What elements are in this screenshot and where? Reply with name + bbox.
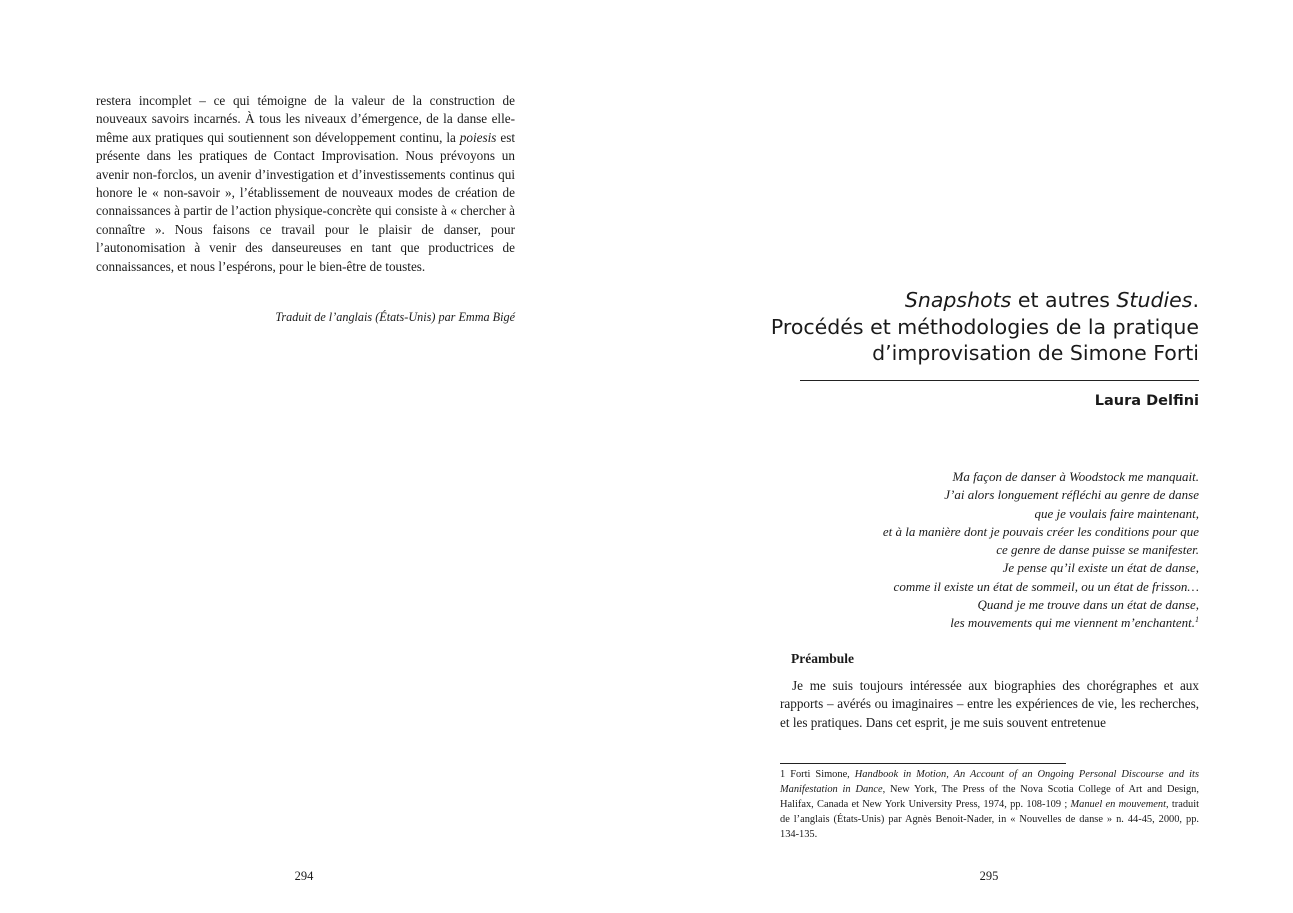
epigraph-line: J’ai alors longuement réfléchi au genre de danse (944, 487, 1199, 503)
epigraph-line: comme il existe un état de sommeil, ou un état de frisson… (893, 578, 1199, 594)
author-name: Laura Delfini (1094, 393, 1199, 409)
body-text-part1: restera incomplet – ce qui témoigne de la valeur de la construction de nouveaux savoirs incarnés. À tous les niveaux d’émergence, de la danse elle-même aux pratiques qui soutiennent son développement continu, la (96, 93, 515, 145)
title-mid: et autres (1011, 288, 1117, 312)
footnote-reference[interactable]: 1 (1195, 615, 1199, 625)
chapter-title (756, 287, 1199, 367)
epigraph-line: Ma façon de danser à Woodstock me manquait. (952, 469, 1199, 484)
page-number-right: 295 (979, 869, 999, 883)
title-line-1 (756, 287, 1199, 314)
right-page (646, 0, 1293, 913)
title-end: . (1192, 288, 1199, 312)
footnote (780, 767, 1199, 842)
footnote-rest: , traduit de l’anglais (États-Unis) par Agnès Benoit-Nader, in « Nouvelles de danse » n. 44-45, 2000, pp. 134-135. (780, 799, 1200, 840)
body-text-poiesis: poiesis (459, 129, 497, 145)
title-studies: Studies (1116, 288, 1193, 312)
body-text-part3: est présente dans les pratiques de Contact Improvisation. Nous prévoyons un avenir non-forclos, un avenir d’investigation et d’investissements continus qui honore le « non-savoir », l’établissement de nouveaux modes de création de connaissances à partir de l’action physique-concrète qui consiste à « chercher à connaître ». Nous faisons ce travail pour le plaisir de danser, pour l’autonomisation à venir des danseureuses en tant que productrices de connaissances, et nous l’espérons, pour le bien-être de toustes. (96, 129, 515, 274)
epigraph-line: les mouvements qui me viennent m’enchantent. (950, 615, 1195, 631)
epigraph-line: que je voulais faire maintenant, (1034, 505, 1199, 521)
epigraph-line: Quand je me trouve dans un état de danse, (977, 597, 1199, 613)
title-snapshots: Snapshots (904, 288, 1012, 312)
epigraph (806, 468, 1199, 633)
left-body-text (96, 92, 515, 276)
footnote-work: Handbook in Motion, An Account of an Ongoing Personal Discourse and its Manifestation in Dance (780, 769, 1199, 795)
epigraph-line: et à la manière dont je pouvais créer les conditions pour que (882, 523, 1199, 539)
epigraph-line: ce genre de danse puisse se manifester. (996, 542, 1199, 558)
footnote-author: Forti Simone, (785, 769, 855, 780)
footnote-publisher: , New York, The Press of the Nova Scotia College of Art and Design, Halifax, Canada et New York University Press, 1974, pp. 108-109 ; (780, 784, 1199, 810)
translator-credit: Traduit de l’anglais (États-Unis) par Emma Bigé (275, 310, 515, 324)
left-page (0, 0, 646, 913)
title-rule (800, 380, 1199, 381)
epigraph-last-line (806, 614, 1199, 632)
section-heading: Préambule (791, 651, 854, 666)
epigraph-line: Je pense qu’il existe un état de danse, (1002, 560, 1199, 576)
preamble-paragraph: Je me suis toujours intéressée aux biographies des chorégraphes et aux rapports – avérés ou imaginaires – entre les expériences de vie, les recherches, et les pratiques. Dans cet esprit, je me suis souvent entretenue (780, 678, 1199, 730)
footnote-number: 1 (780, 769, 786, 780)
footnote-translation: Manuel en mouvement (1070, 799, 1166, 810)
title-line-2: Procédés et méthodologies de la pratique (770, 314, 1199, 339)
page-number-left: 294 (294, 869, 314, 883)
footnote-rule (780, 763, 1066, 764)
title-line-3: d’improvisation de Simone Forti (872, 341, 1199, 365)
